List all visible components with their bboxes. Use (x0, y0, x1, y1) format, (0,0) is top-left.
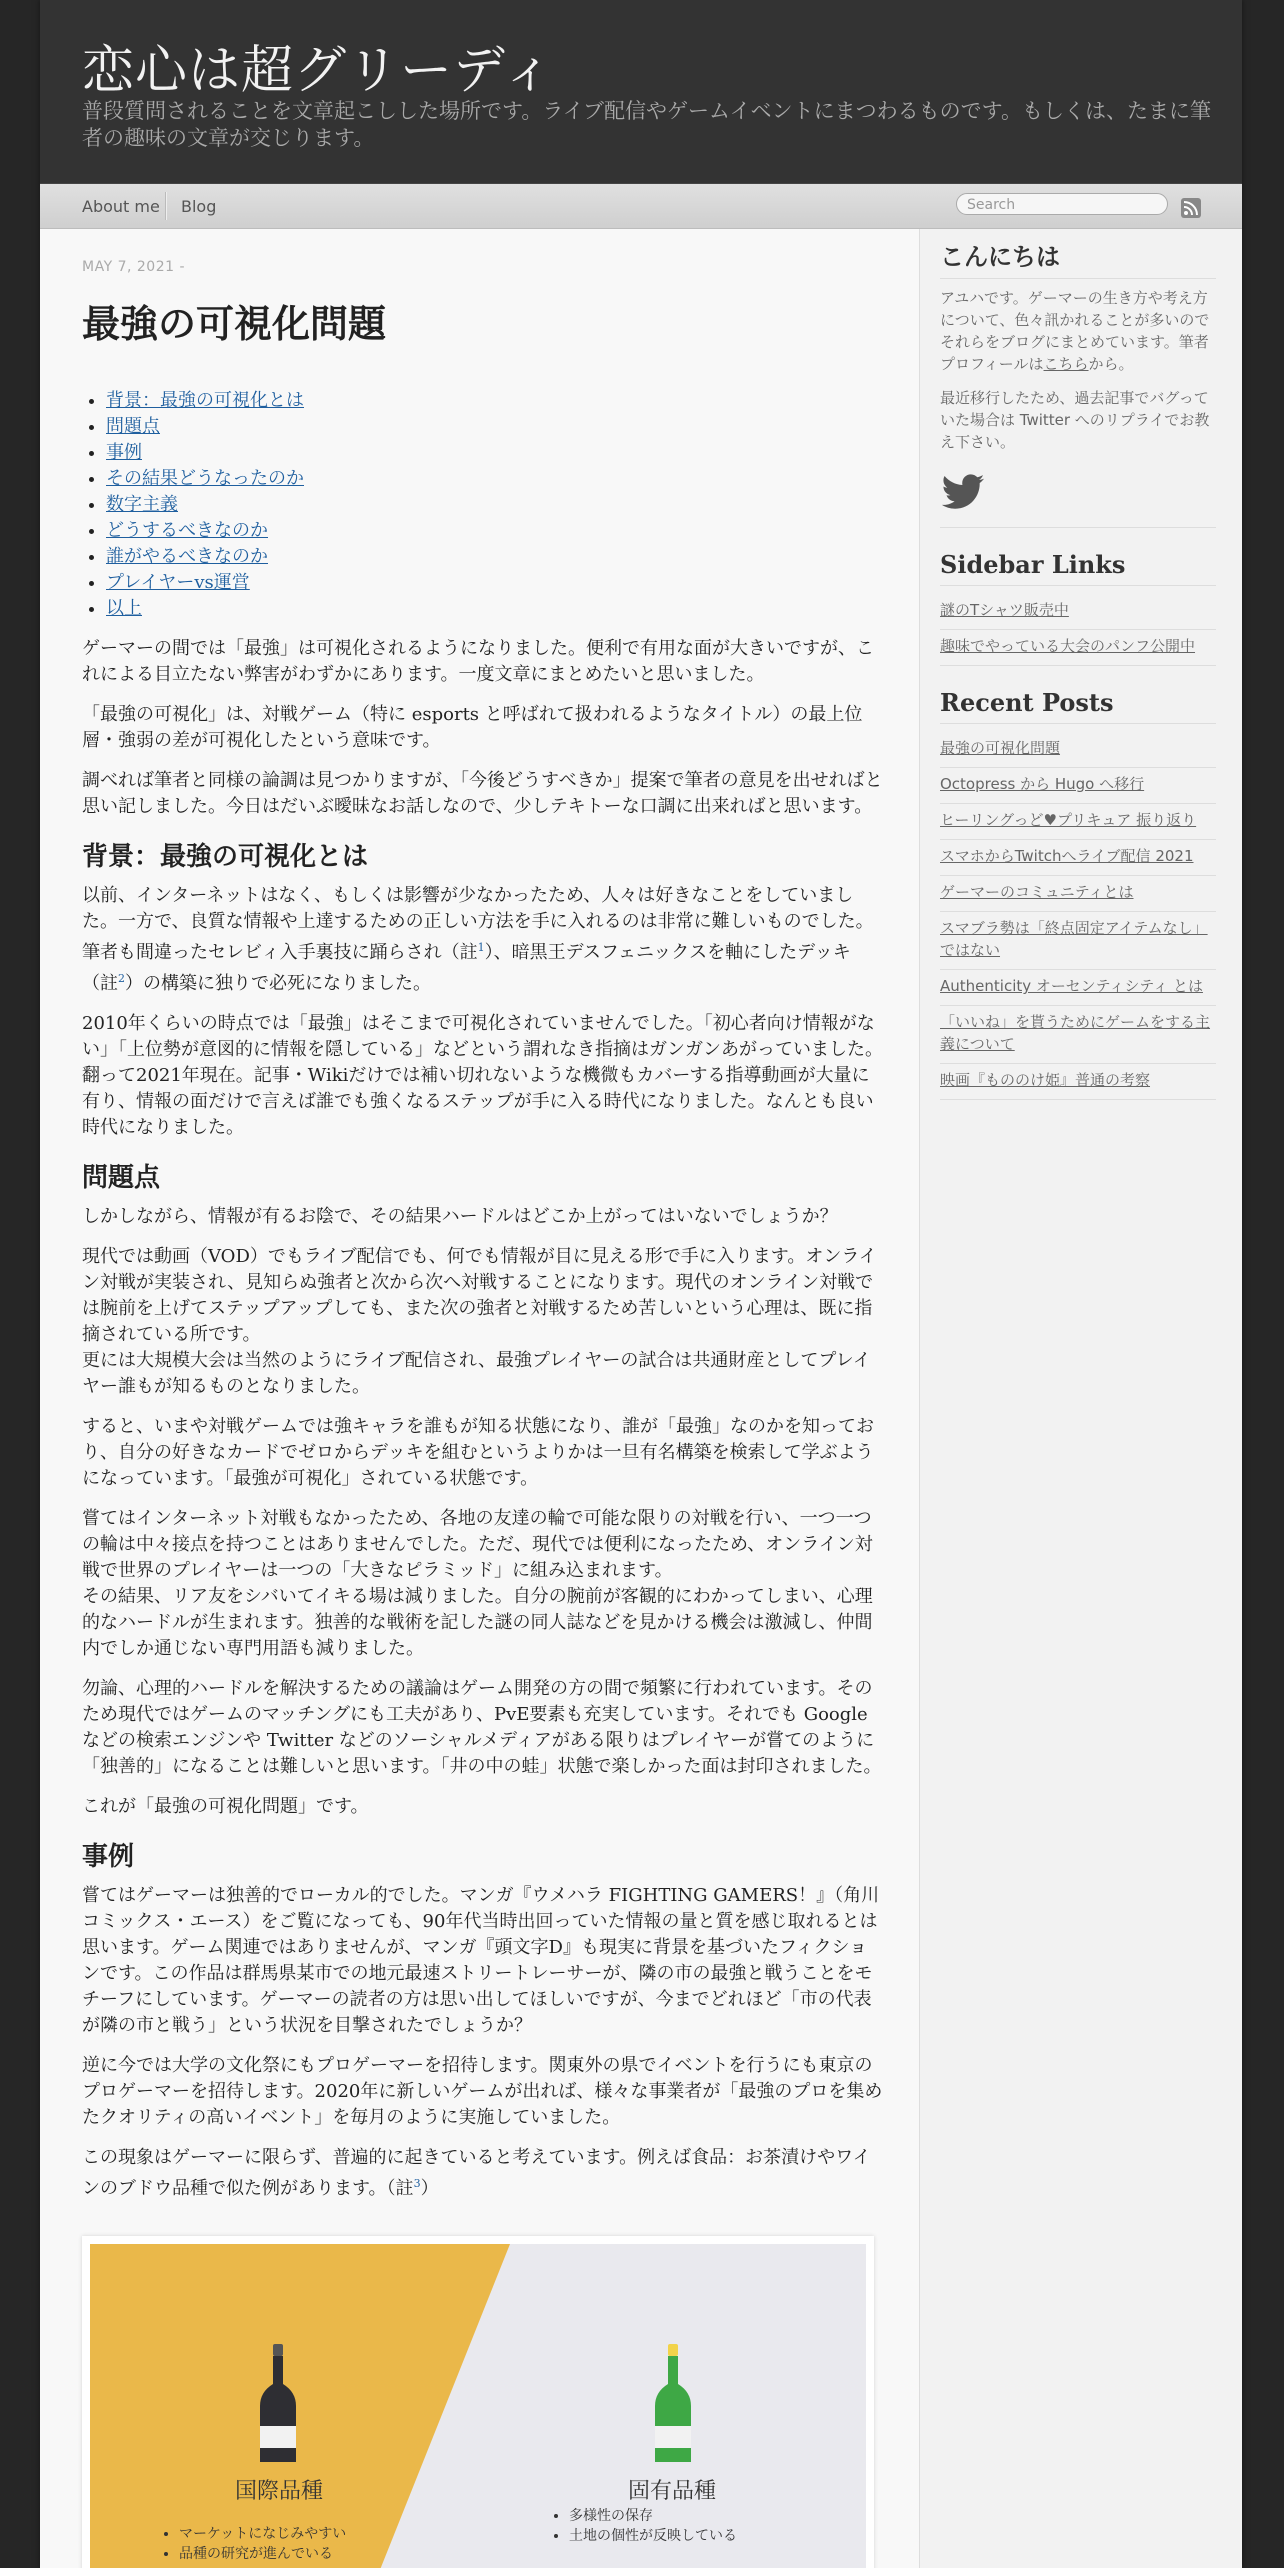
problems-paragraph: すると、いまや対戦ゲームでは強キャラを誰もが知る状態になり、誰が「最強」なのかを知っており、自分の好きなカードでゼロからデッキを組むというよりかは一旦有名構築を検索して学ぶようになっています。「最強が可視化」されている状態です。 (82, 1416, 874, 1489)
figure-right-bullets (555, 2506, 737, 2546)
post-title: 最強の可視化問題 (82, 302, 387, 346)
examples-paragraph: 逆に今では大学の文化祭にもプロゲーマーを招待します。関東外の県でイベントを行うにも東京のプロゲーマーを招待します。2020年に新しいゲームが出れば、様々な事業者が「最強のプロを集めたクオリティの高いイベント」を毎月のように実施していました。 (82, 2055, 883, 2128)
toc-link[interactable]: 問題点 (106, 416, 160, 437)
examples-paragraph: 嘗てはゲーマーは独善的でローカル的でした。マンガ『ウメハラ FIGHTING GAMERS！』（角川コミックス・エース）をご覧になっても、90年代当時出回っていた情報の量と質を感じ取れるとは思います。ゲーム関連ではありませんが、マンガ『頭文字D』も現実に背景を基づいたフィクションです。この作品は群馬県某市での地元最速ストリートレーサーが、隣の市の最強と戦うことをモチーフにしています。ゲーマーの読者の方は思い出してほしいですが、今までどれほど「市の代表が隣の市と戦う」という状況を目撃されたでしょうか？ (82, 1885, 880, 2036)
recent-post-link[interactable]: 「いいね」を貰うためにゲームをする主義について (940, 1006, 1216, 1064)
problems-paragraph: 現代では動画（VOD）でもライブ配信でも、何でも情報が目に見える形で手に入ります。オンライン対戦が実装され、見知らぬ強者と次から次へ対戦することになります。現代のオンライン対戦では腕前を上げてステップアップしても、また次の強者と対戦するため苦しいという心理は、既に指摘されている所です。 更には大規模大会は当然のようにライブ配信され、最強プレイヤーの試合は共通財産としてプレイヤー誰もが知るものとなりました。 (82, 1246, 877, 1397)
paragraph-text: ） (420, 2178, 439, 2199)
toc-item (106, 596, 884, 622)
table-of-contents (82, 388, 884, 622)
paragraph-text: ）、暗黒王デスフェニックスを軸にしたデッキ（註 (82, 942, 851, 994)
site-subtitle: 普段質問されることを文章起こしした場所です。ライブ配信やゲームイベントにまつわるものです。もしくは、たまに筆者の趣味の文章が交じります。 (82, 99, 1211, 150)
recent-post-link[interactable]: 最強の可視化問題 (940, 732, 1216, 768)
sidebar-notice-text: 最近移行したため、過去記事でバグっていた場合は Twitter へのリプライでお教え下さい。 (940, 389, 1210, 451)
section-heading-problems: 問題点 (82, 1163, 161, 1193)
problems-paragraph: 勿論、心理的ハードルを解決するための議論はゲーム開発の方の間で頻繁に行われています。そのため現代ではゲームのマッチングにも工夫があり、PvE要素も充実しています。それでも Google などの検索エンジンや Twitter などのソーシャルメディアがある限りはプレイヤーが嘗てのように「独善的」になることは難しいと思います。「井の中の蛙」状態で楽しかった面は封印されました。 (82, 1678, 882, 1777)
toc-item (106, 544, 884, 570)
nav-about-me[interactable]: About me (82, 197, 160, 216)
footnote-ref[interactable]: 1 (477, 941, 485, 954)
sidebar-hello-text (940, 287, 1216, 375)
main-nav (40, 184, 1242, 229)
toc-link[interactable]: 誰がやるべきなのか (106, 546, 268, 567)
sidebar-link[interactable]: 趣味でやっている大会のパンフ公開中 (940, 630, 1216, 666)
toc-item (106, 570, 884, 596)
figure-canvas (90, 2244, 866, 2568)
toc-link[interactable]: 事例 (106, 442, 142, 463)
green-wine-bottle-icon (653, 2344, 693, 2464)
recent-post-link[interactable]: 映画『もののけ姫』普通の考察 (940, 1064, 1216, 1100)
wine-varieties-figure (82, 2236, 874, 2568)
toc-item (106, 466, 884, 492)
background-paragraph (82, 883, 884, 997)
sidebar-content (940, 237, 1216, 1100)
post-content (82, 259, 884, 2216)
paragraph-text: 以前、インターネットはなく、もしくは影響が少なかったため、人々は好きなことをしていました。一方で、良質な情報や上達するための正しい方法を手に入れるのは非常に難しいものでした。筆者も間違ったセレビィ入手裏技に踊らされ（註 (82, 885, 874, 963)
figure-bullet: • 土地の個性が反映している (569, 2526, 737, 2546)
toc-item (106, 414, 884, 440)
footnote-ref[interactable]: 2 (118, 972, 125, 985)
recent-posts-section (940, 688, 1216, 1100)
recent-posts-title: Recent Posts (940, 688, 1216, 724)
footnote-ref[interactable]: 3 (413, 2177, 421, 2190)
toc-item (106, 388, 884, 414)
toc-item (106, 492, 884, 518)
recent-post-link[interactable]: スマブラ勢は「終点固定アイテムなし」ではない (940, 912, 1216, 970)
figure-bullet: • 多様性の保存 (569, 2506, 737, 2526)
sidebar-link[interactable]: 謎のTシャツ販売中 (940, 594, 1216, 630)
dark-wine-bottle-icon (258, 2344, 298, 2464)
figure-bullet: • 品種の研究が進んでいる (179, 2544, 346, 2564)
figure-right-label: 固有品種 (628, 2479, 717, 2504)
section-heading-examples: 事例 (82, 1842, 135, 1872)
figure-bullet: • マーケットになじみやすい (179, 2524, 346, 2544)
recent-post-link[interactable]: スマホからTwitchへライブ配信 2021 (940, 840, 1216, 876)
site-container (40, 0, 1242, 2568)
intro-paragraph: 「最強の可視化」は、対戦ゲーム（特に esports と呼ばれて扱われるようなタイトル）の最上位層・強弱の差が可視化したという意味です。 (82, 704, 863, 751)
figure-left-bullets (165, 2524, 346, 2564)
toc-link[interactable]: 以上 (106, 598, 142, 619)
profile-link[interactable]: こちら (1043, 355, 1089, 373)
rss-icon[interactable] (1181, 198, 1201, 218)
sidebar-text: アユハです。ゲーマーの生き方や考え方について、色々訊かれることが多いのでそれらをブログにまとめています。筆者プロフィールは (940, 289, 1210, 373)
problems-paragraph: 嘗てはインターネット対戦もなかったため、各地の友達の輪で可能な限りの対戦を行い、一つ一つの輪は中々接点を持つことはありませんでした。ただ、現代では便利になったため、オンライン対戦で世界のプレイヤーは一つの「大きなピラミッド」に組み込まれます。 その結果、リア友をシバいてイキる場は減りました。自分の腕前が客観的にわかってしまい、心理的なハードルが生まれます。独善的な戦術を記した謎の同人誌などを見かける機会は激減し、仲間内でしか通じない専門用語も減りました。 (82, 1508, 873, 1659)
paragraph-text: この現象はゲーマーに限らず、普遍的に起きていると考えています。例えば食品：お茶漬けやワインのブドウ品種で似た例があります。（註 (82, 2147, 871, 2199)
problems-paragraph: これが「最強の可視化問題」です。 (82, 1796, 369, 1817)
nav-divider (165, 192, 167, 220)
toc-link[interactable]: 数字主義 (106, 494, 178, 515)
figure-left-label: 国際品種 (235, 2479, 324, 2504)
sidebar-text: から。 (1088, 355, 1134, 373)
twitter-bird-icon[interactable] (940, 473, 1216, 528)
problems-paragraph: しかしながら、情報が有るお陰で、その結果ハードルはどこか上がってはいないでしょうか？ (82, 1206, 838, 1227)
toc-link[interactable]: 背景：最強の可視化とは (106, 390, 304, 411)
sidebar-links-title: Sidebar Links (940, 550, 1216, 586)
recent-post-link[interactable]: Authenticity オーセンティシティ とは (940, 970, 1216, 1006)
toc-link[interactable]: どうするべきなのか (106, 520, 268, 541)
sidebar (919, 229, 1242, 2568)
examples-paragraph (82, 2145, 884, 2202)
intro-paragraph: ゲーマーの間では「最強」は可視化されるようになりました。便利で有用な面が大きいですが、これによる目立たない弊害がわずかにあります。一度文章にまとめたいと思いました。 (82, 638, 874, 685)
site-header (40, 0, 1242, 184)
recent-post-link[interactable]: Octopress から Hugo へ移行 (940, 768, 1216, 804)
toc-item (106, 440, 884, 466)
sidebar-hello-title: こんにちは (940, 237, 1216, 279)
paragraph-text: ）の構築に独りで必死になりました。 (125, 973, 431, 994)
nav-blog[interactable]: Blog (181, 197, 217, 216)
sidebar-links-section (940, 550, 1216, 666)
background-paragraph: 2010年くらいの時点では「最強」はそこまで可視化されていませんでした。「初心者向け情報がない」「上位勢が意図的に情報を隠している」などという謂れなき指摘はガンガンあがっていました。翻って2021年現在。記事・Wikiだけでは補い切れないような機微もカバーする指導動画が大量に有り、情報の面だけで言えば誰でも強くなるステップが手に入る時代になりました。なんとも良い時代になりました。 (82, 1013, 883, 1138)
toc-item (106, 518, 884, 544)
site-title[interactable]: 恋心は超グリーディ (82, 41, 555, 101)
recent-post-link[interactable]: ヒーリングっど♥プリキュア 振り返り (940, 804, 1216, 840)
section-heading-background: 背景：最強の可視化とは (82, 842, 369, 872)
figure-yellow-panel (90, 2244, 510, 2568)
intro-paragraph: 調べれば筆者と同様の論調は見つかりますが、「今後どうすべきか」提案で筆者の意見を出せればと思い記しました。今日はだいぶ曖昧なお話しなので、少しテキトーな口調に出来ればと思います。 (82, 770, 883, 817)
toc-link[interactable]: その結果どうなったのか (106, 468, 304, 489)
toc-link[interactable]: プレイヤーvs運営 (106, 572, 250, 593)
search-input[interactable]: Search (956, 193, 1168, 215)
recent-post-link[interactable]: ゲーマーのコミュニティとは (940, 876, 1216, 912)
post-date: MAY 7, 2021 - (82, 259, 186, 275)
